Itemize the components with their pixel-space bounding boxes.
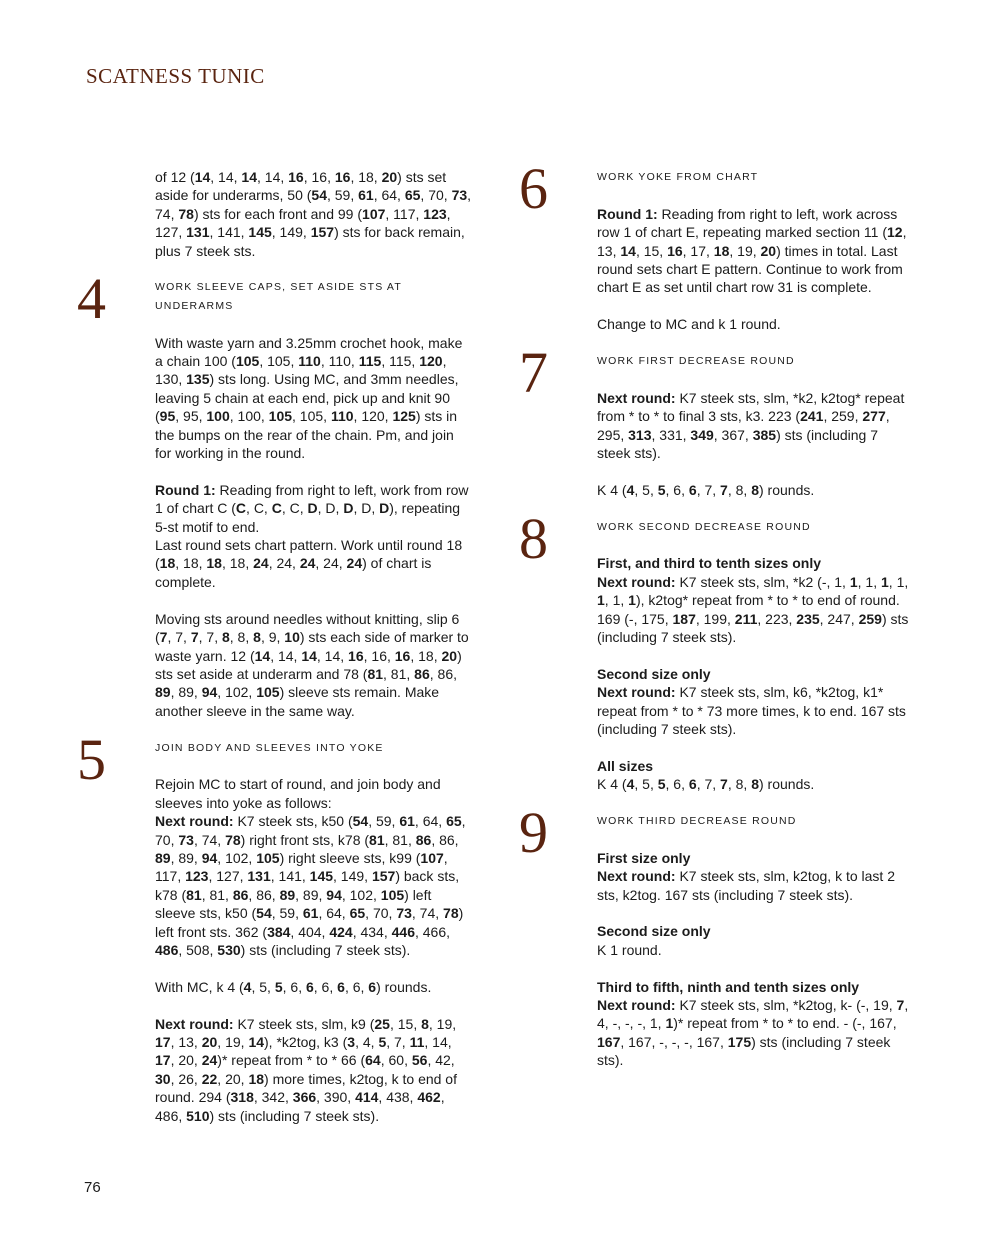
step-6-paragraph-1: Round 1: Reading from right to left, work across row 1 of chart E, repeating marked section 11 (12, 13, 14, 15, 16, 17, 18, 19, 20) times in total. Last round sets chart E pattern. Continue to work from chart E as set until chart row 31 is complete.	[597, 205, 907, 296]
page-number: 76	[84, 1179, 101, 1196]
step-number: 4	[77, 266, 106, 332]
step-heading: WORK THIRD DECREASE ROUND	[597, 815, 797, 828]
round-label: Next round:	[597, 389, 676, 406]
step-heading: WORK SLEEVE CAPS, SET ASIDE STS AT UNDERARMS	[155, 281, 402, 312]
step-heading: WORK YOKE FROM CHART	[597, 171, 759, 183]
section-title: First size only	[597, 849, 691, 866]
step-4-paragraph-3: Last round sets chart pattern. Work until round 18 (18, 18, 18, 18, 24, 24, 24, 24, 24) of chart is complete.	[155, 537, 463, 590]
step-number: 9	[519, 800, 548, 866]
section-title: Second size only	[597, 665, 711, 682]
round-label: Round 1:	[597, 205, 658, 222]
section-title: Third to fifth, ninth and tenth sizes only	[597, 978, 860, 995]
step-7-paragraph-2: K 4 (4, 5, 5, 6, 6, 7, 7, 8, 8) rounds.	[597, 481, 815, 498]
round-label: Next round:	[597, 868, 676, 885]
step-number: 8	[519, 505, 548, 571]
step-heading: WORK FIRST DECREASE ROUND	[597, 355, 795, 368]
step-8-section-2: Second size only Next round: K7 steek sts, slm, k6, *k2tog, k1* repeat from * to * 73 more times, k to end. 167 sts (including 7 steek sts).	[597, 665, 906, 738]
page-title: SCATNESS TUNIC	[86, 64, 265, 88]
step-9-section-2: Second size only K 1 round.	[597, 923, 711, 958]
step-heading: WORK SECOND DECREASE ROUND	[597, 520, 811, 533]
step-8-section-1: First, and third to tenth sizes only Next round: K7 steek sts, slm, *k2 (-, 1, 1, 1, 1, 1, 1, 1, 1), k2tog* repeat from * to * to end of round. 169 (-, 175, 187, 199, 211, 223, 235, 247, 259) sts (including 7 steek sts).	[597, 555, 909, 646]
round-label: Next round:	[597, 997, 676, 1014]
step-5-paragraph-4: Next round: K7 steek sts, slm, k9 (25, 15, 8, 19, 17, 13, 20, 19, 14), *k2tog, k3 (3, 4, 5, 7, 11, 14, 17, 20, 24)* repeat from * to * 66 (64, 60, 56, 42, 30, 26, 22, 20, 18) more times, k2tog, k to end of round. 294 (318, 342, 366, 390, 414, 438, 462, 486, 510) sts (including 7 steek sts).	[155, 1015, 457, 1124]
right-column	[519, 156, 915, 1088]
step-6-paragraph-2: Change to MC and k 1 round.	[597, 316, 781, 333]
step-9	[519, 800, 915, 1070]
left-column	[77, 168, 473, 1143]
step-5-paragraph-1: Rejoin MC to start of round, and join body and sleeves into yoke as follows:	[155, 776, 441, 811]
step-8	[519, 505, 915, 794]
round-label: Next round:	[155, 1015, 234, 1032]
round-label: Next round:	[597, 684, 676, 701]
step-5	[77, 726, 473, 1125]
step-6	[519, 156, 915, 334]
step-5-paragraph-3: With MC, k 4 (4, 5, 5, 6, 6, 6, 6, 6, 6) rounds.	[155, 978, 432, 995]
intro-paragraph: of 12 (14, 14, 14, 14, 16, 16, 16, 18, 20) sts set aside for underarms, 50 (54, 59, 61, 64, 65, 70, 73, 74, 78) sts for each front and 99 (107, 117, 123, 127, 131, 141, 145, 149, 157) sts for back remain, plus 7 steek sts.	[155, 169, 472, 259]
section-title: First, and third to tenth sizes only	[597, 555, 822, 572]
round-label: Next round:	[155, 813, 234, 830]
step-7-paragraph-1: Next round: K7 steek sts, slm, *k2, k2tog* repeat from * to * to final 3 sts, k3. 223 (241, 259, 277, 295, 313, 331, 349, 367, 385) sts (including 7 steek sts).	[597, 389, 905, 462]
round-label: Round 1:	[155, 481, 216, 498]
step-number: 6	[519, 156, 548, 221]
step-4-paragraph-1: With waste yarn and 3.25mm crochet hook, make a chain 100 (105, 105, 110, 110, 115, 115, 120, 130, 135) sts long. Using MC, and 3mm needles, leaving 5 chain at each end, pick up and knit 90 (95, 95, 100, 100, 105, 105, 110, 120, 125) sts in the bumps on the rear of the chain. Pm, and join for working in the round.	[155, 334, 463, 462]
step-number: 5	[77, 726, 106, 792]
section-title: Second size only	[597, 923, 711, 940]
step-number: 7	[519, 340, 548, 406]
step-9-section-1: First size only Next round: K7 steek sts, slm, k2tog, k to last 2 sts, k2tog. 167 sts (including 7 steek sts).	[597, 849, 895, 903]
section-title: All sizes	[597, 757, 654, 774]
step-4-paragraph-2: Round 1: Reading from right to left, work from row 1 of chart C (C, C, C, C, D, D, D, D, D), repeating 5-st motif to end.	[155, 481, 469, 535]
step-8-section-3: All sizes K 4 (4, 5, 5, 6, 6, 7, 7, 8, 8) rounds.	[597, 757, 815, 793]
step-7	[519, 340, 915, 499]
step-5-paragraph-2: Next round: K7 steek sts, k50 (54, 59, 61, 64, 65, 70, 73, 74, 78) right front sts, k78 (81, 81, 86, 86, 89, 89, 94, 102, 105) right sleeve sts, k99 (107, 117, 123, 127, 131, 141, 145, 149, 157) back sts, k78 (81, 81, 86, 86, 89, 89, 94, 102, 105) left sleeve sts, k50 (54, 59, 61, 64, 65, 70, 73, 74, 78) left front sts. 362 (384, 404, 424, 434, 446, 466, 486, 508, 530) sts (including 7 steek sts).	[155, 813, 466, 958]
step-4	[77, 266, 473, 720]
step-9-section-3: Third to fifth, ninth and tenth sizes only Next round: K7 steek sts, slm, *k2tog, k- (-, 19, 7, 4, -, -, -, 1, 1)* repeat from * to * to end. - (-, 167, 167, 167, -, -, -, 167, 175) sts (including 7 steek sts).	[597, 978, 909, 1069]
step-heading: JOIN BODY AND SLEEVES INTO YOKE	[155, 741, 384, 754]
step-4-paragraph-4: Moving sts around needles without knitting, slip 6 (7, 7, 7, 7, 8, 8, 8, 9, 10) sts each side of marker to waste yarn. 12 (14, 14, 14, 14, 16, 16, 16, 18, 20) sts set aside at underarm and 78 (81, 81, 86, 86, 89, 89, 94, 102, 105) sleeve sts remain. Make another sleeve in the same way.	[155, 610, 469, 719]
round-label: Next round:	[597, 573, 676, 590]
